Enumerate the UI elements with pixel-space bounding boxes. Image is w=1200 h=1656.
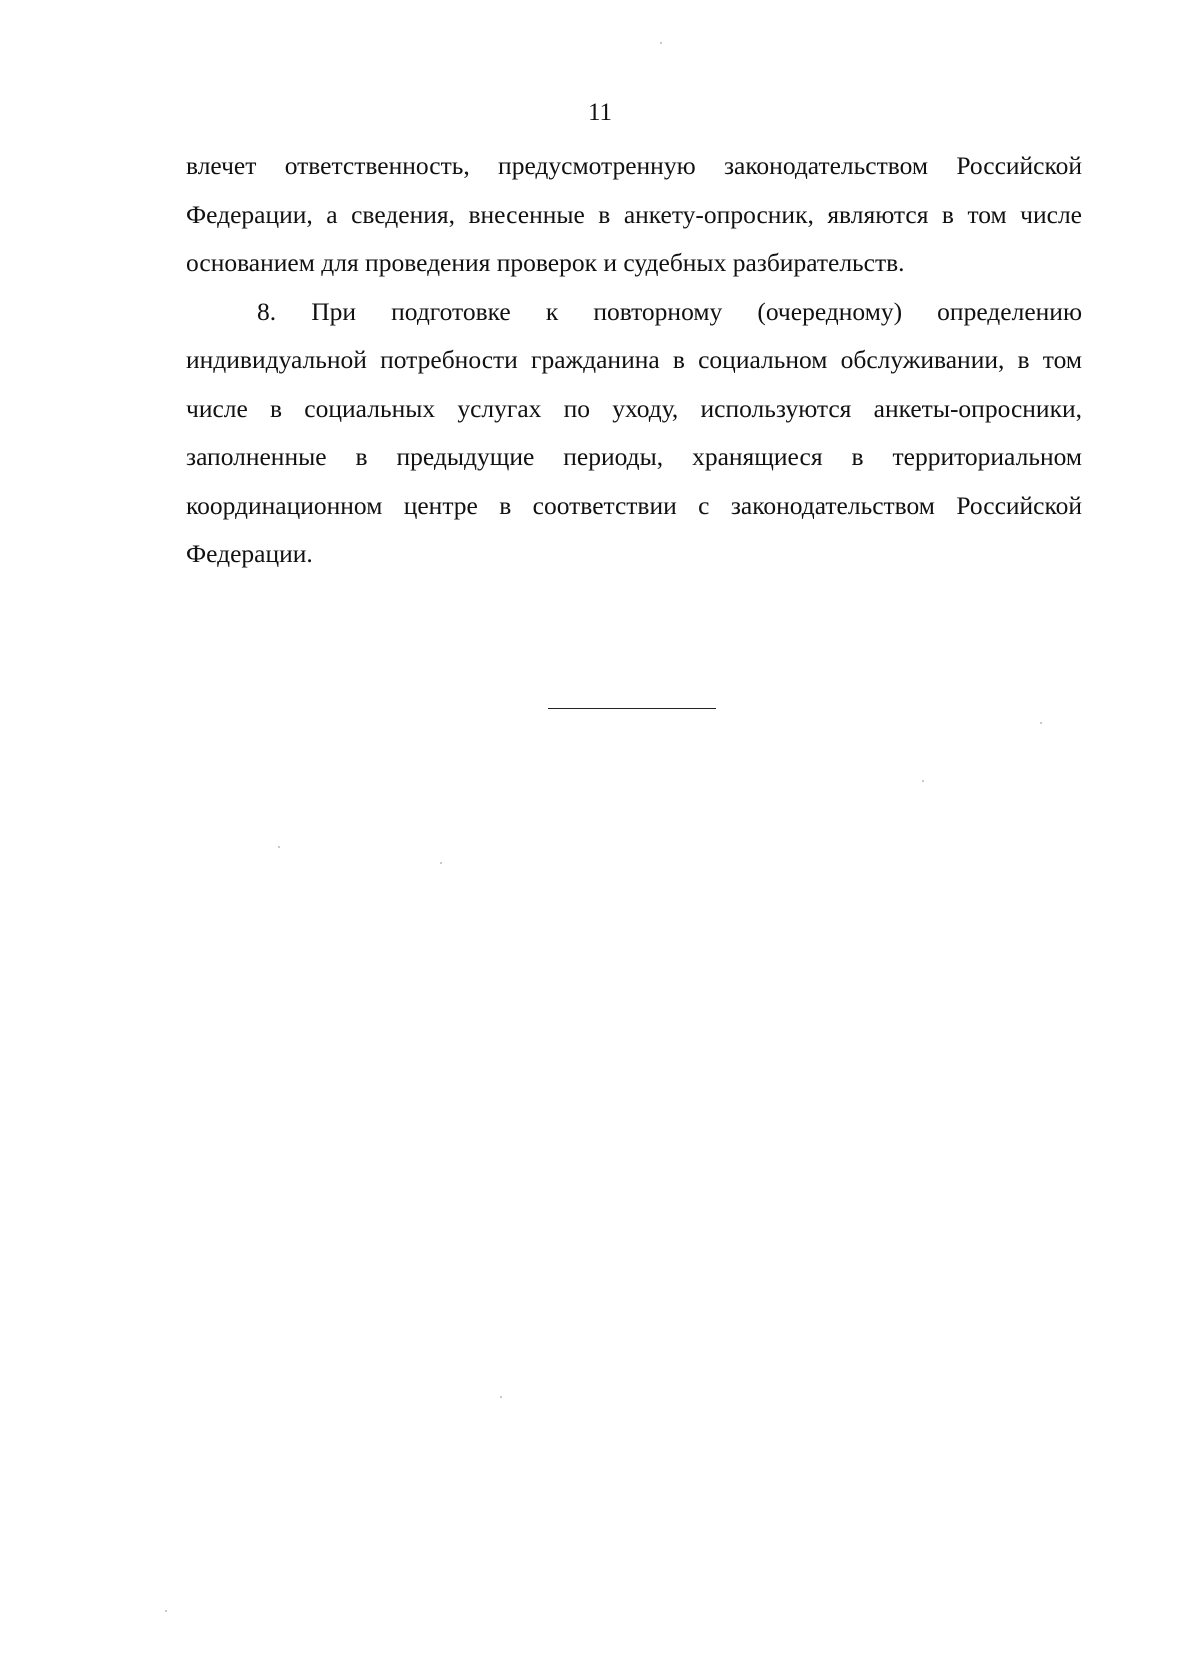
paragraph-continuation: влечет ответственность, предусмотренную законодательством Российской Федерации, а сведения, внесенные в анкету-опросник, являются в том числе основанием для проведения проверок и судебных разбирательств. bbox=[186, 151, 1082, 277]
document-body bbox=[186, 142, 1082, 579]
scan-speck bbox=[660, 42, 662, 44]
paragraph-item-8: 8. При подготовке к повторному (очередному) определению индивидуальной потребности гражданина в социальном обслуживании, в том числе в социальных услугах по уходу, используются анкеты-опросники, заполненные в предыдущие периоды, хранящиеся в территориальном координационном центре в соответствии с законодательством Российской Федерации. bbox=[186, 296, 1082, 568]
closing-rule bbox=[548, 708, 716, 709]
scan-speck bbox=[278, 846, 280, 848]
scan-speck bbox=[500, 1396, 502, 1398]
scan-speck bbox=[922, 780, 924, 782]
scan-speck bbox=[440, 862, 442, 864]
page-number: 11 bbox=[587, 99, 613, 126]
scan-speck bbox=[1040, 722, 1042, 724]
scan-speck bbox=[165, 1610, 167, 1612]
